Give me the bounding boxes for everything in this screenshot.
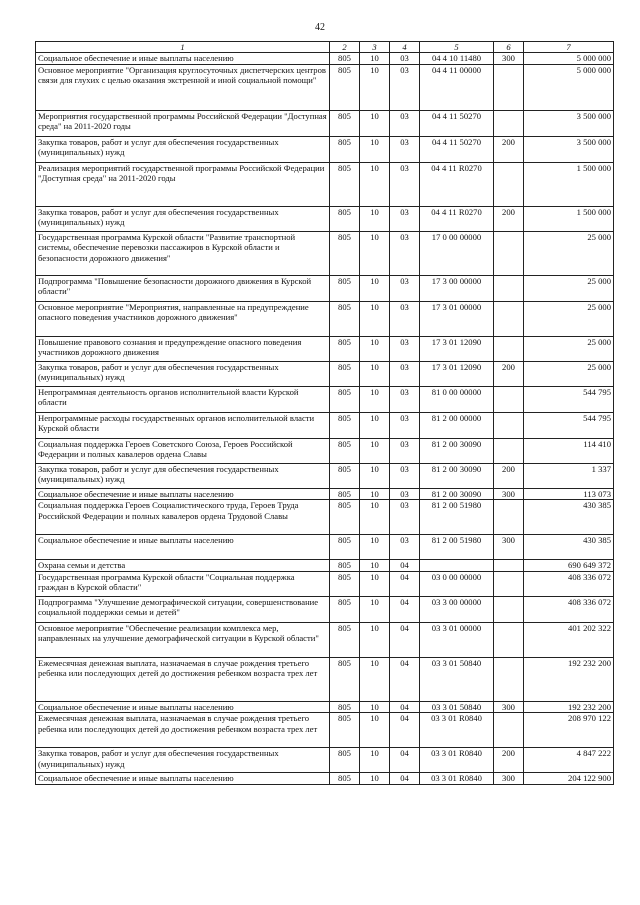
row-code-5: 81 2 00 51980 [420,500,494,535]
row-code-3: 10 [360,713,390,748]
row-code-2: 805 [330,386,360,412]
table-row [36,361,614,386]
row-name: Ежемесячная денежная выплата, назначаемая в случае рождения третьего ребенка или последующих детей до достижения ребенком возраста трех лет [36,657,330,701]
row-code-5: 81 0 00 00000 [420,386,494,412]
row-code-4: 03 [390,136,420,162]
row-code-2: 805 [330,206,360,231]
row-code-5: 81 2 00 30090 [420,438,494,463]
row-amount: 3 500 000 [524,136,614,162]
row-name: Основное мероприятие "Обеспечение реализации комплекса мер, направленных на улучшение демографической ситуации в Курской области" [36,622,330,657]
row-code-5: 03 3 01 R0840 [420,748,494,773]
row-code-5 [420,560,494,572]
row-name: Ежемесячная денежная выплата, назначаемая в случае рождения третьего ребенка или последующих детей до достижения ребенком возраста трех лет [36,713,330,748]
row-code-2: 805 [330,488,360,500]
row-amount: 5 000 000 [524,64,614,110]
row-code-6 [494,596,524,622]
row-name: Социальное обеспечение и иные выплаты населению [36,773,330,785]
page-number: 42 [315,22,325,33]
row-code-5: 17 3 01 12090 [420,361,494,386]
row-code-6 [494,336,524,361]
row-code-3: 10 [360,488,390,500]
row-name: Социальная поддержка Героев Советского Союза, Героев Российской Федерации и полных кавалеров ордена Славы [36,438,330,463]
row-amount: 1 500 000 [524,206,614,231]
row-code-3: 10 [360,206,390,231]
table-row [36,275,614,301]
table-row [36,560,614,572]
header-col-1: 1 [36,42,330,53]
row-name: Основное мероприятие "Организация круглосуточных диспетчерских центров связи для глухих с целью оказания экстренной и иной социальной помощи" [36,64,330,110]
row-amount: 25 000 [524,361,614,386]
row-code-2: 805 [330,162,360,206]
row-code-2: 805 [330,110,360,136]
row-code-4: 03 [390,231,420,275]
row-code-3: 10 [360,275,390,301]
table-row [36,701,614,713]
row-amount: 544 795 [524,412,614,438]
row-code-3: 10 [360,701,390,713]
table-row [36,596,614,622]
row-code-4: 03 [390,361,420,386]
row-code-3: 10 [360,231,390,275]
table-row [36,500,614,535]
row-code-4: 03 [390,535,420,560]
row-amount: 25 000 [524,275,614,301]
row-code-3: 10 [360,438,390,463]
row-code-4: 04 [390,657,420,701]
row-code-2: 805 [330,231,360,275]
row-code-6: 300 [494,535,524,560]
row-amount: 4 847 222 [524,748,614,773]
row-code-2: 805 [330,301,360,336]
row-code-2: 805 [330,535,360,560]
table-row [36,713,614,748]
row-amount: 408 336 072 [524,571,614,596]
row-code-5: 17 0 00 00000 [420,231,494,275]
row-name: Закупка товаров, работ и услуг для обеспечения государственных (муниципальных) нужд [36,206,330,231]
table-row [36,64,614,110]
row-code-4: 04 [390,713,420,748]
row-code-5: 04 4 11 50270 [420,110,494,136]
row-amount: 430 385 [524,500,614,535]
row-name: Закупка товаров, работ и услуг для обеспечения государственных (муниципальных) нужд [36,748,330,773]
row-code-2: 805 [330,500,360,535]
row-code-6: 200 [494,748,524,773]
row-name: Социальная поддержка Героев Социалистического труда, Героев Труда Российской Федерации и полных кавалеров ордена Трудовой Славы [36,500,330,535]
row-code-6: 200 [494,136,524,162]
row-name: Закупка товаров, работ и услуг для обеспечения государственных (муниципальных) нужд [36,361,330,386]
table-header [36,42,614,53]
row-code-3: 10 [360,53,390,65]
header-row [36,42,614,53]
table-row [36,571,614,596]
row-code-2: 805 [330,136,360,162]
row-code-6: 200 [494,361,524,386]
row-code-3: 10 [360,463,390,488]
row-code-3: 10 [360,535,390,560]
row-amount: 401 202 322 [524,622,614,657]
row-name: Социальное обеспечение и иные выплаты населению [36,53,330,65]
row-code-5: 03 3 01 50840 [420,657,494,701]
row-code-5: 04 4 11 50270 [420,136,494,162]
row-amount: 544 795 [524,386,614,412]
row-name: Охрана семьи и детства [36,560,330,572]
table-row [36,231,614,275]
row-code-3: 10 [360,110,390,136]
row-code-2: 805 [330,336,360,361]
row-code-6: 200 [494,463,524,488]
row-code-2: 805 [330,64,360,110]
row-code-6: 300 [494,701,524,713]
row-code-2: 805 [330,713,360,748]
row-code-6 [494,231,524,275]
row-code-4: 04 [390,622,420,657]
row-name: Основное мероприятие "Мероприятия, направленные на предупреждение опасного поведения участников дорожного движения" [36,301,330,336]
table-row [36,488,614,500]
row-code-5: 04 4 11 R0270 [420,162,494,206]
row-code-2: 805 [330,571,360,596]
table-row [36,463,614,488]
row-code-3: 10 [360,748,390,773]
row-code-4: 04 [390,571,420,596]
row-code-4: 04 [390,560,420,572]
row-code-5: 81 2 00 30090 [420,463,494,488]
row-code-6 [494,301,524,336]
row-code-2: 805 [330,773,360,785]
row-amount: 690 649 372 [524,560,614,572]
row-amount: 1 337 [524,463,614,488]
row-code-6: 300 [494,773,524,785]
row-code-6 [494,162,524,206]
row-code-5: 04 4 10 11480 [420,53,494,65]
row-code-6 [494,571,524,596]
row-code-5: 04 4 11 00000 [420,64,494,110]
table-row [36,206,614,231]
header-col-7: 7 [524,42,614,53]
row-code-6 [494,110,524,136]
row-name: Подпрограмма "Повышение безопасности дорожного движения в Курской области" [36,275,330,301]
row-code-6 [494,412,524,438]
row-code-5: 03 3 01 00000 [420,622,494,657]
row-code-5: 03 3 01 50840 [420,701,494,713]
header-col-4: 4 [390,42,420,53]
row-code-4: 03 [390,162,420,206]
row-name: Государственная программа Курской области "Социальная поддержка граждан в Курской области" [36,571,330,596]
row-code-2: 805 [330,657,360,701]
row-code-6 [494,438,524,463]
row-code-6 [494,713,524,748]
row-code-2: 805 [330,701,360,713]
row-code-4: 03 [390,301,420,336]
row-amount: 25 000 [524,336,614,361]
row-name: Мероприятия государственной программы Российской Федерации "Доступная среда" на 2011-2020 годы [36,110,330,136]
row-code-5: 03 3 01 R0840 [420,773,494,785]
row-code-6: 200 [494,206,524,231]
row-code-5: 17 3 01 12090 [420,336,494,361]
row-code-2: 805 [330,438,360,463]
table-row [36,535,614,560]
row-code-3: 10 [360,560,390,572]
table-row [36,438,614,463]
table-row [36,748,614,773]
row-code-3: 10 [360,500,390,535]
row-code-4: 03 [390,463,420,488]
row-amount: 25 000 [524,301,614,336]
row-code-4: 03 [390,53,420,65]
row-code-2: 805 [330,748,360,773]
budget-table [35,41,614,785]
row-name: Непрограммная деятельность органов исполнительной власти Курской области [36,386,330,412]
row-code-3: 10 [360,773,390,785]
row-code-5: 03 3 00 00000 [420,596,494,622]
table-row [36,162,614,206]
row-name: Социальное обеспечение и иные выплаты населению [36,488,330,500]
row-name: Непрограммные расходы государственных органов исполнительной власти Курской области [36,412,330,438]
row-code-2: 805 [330,275,360,301]
table-row [36,657,614,701]
row-code-4: 04 [390,773,420,785]
row-code-6 [494,386,524,412]
row-code-5: 81 2 00 30090 [420,488,494,500]
row-code-5: 04 4 11 R0270 [420,206,494,231]
row-code-2: 805 [330,412,360,438]
row-code-5: 81 2 00 00000 [420,412,494,438]
row-code-6: 300 [494,488,524,500]
row-code-6 [494,275,524,301]
row-amount: 208 970 122 [524,713,614,748]
row-code-5: 03 3 01 R0840 [420,713,494,748]
row-name: Закупка товаров, работ и услуг для обеспечения государственных (муниципальных) нужд [36,463,330,488]
row-code-4: 03 [390,64,420,110]
row-code-3: 10 [360,412,390,438]
row-code-3: 10 [360,657,390,701]
row-code-3: 10 [360,301,390,336]
row-code-4: 03 [390,438,420,463]
row-code-3: 10 [360,596,390,622]
row-code-6 [494,64,524,110]
table-row [36,53,614,65]
row-code-2: 805 [330,463,360,488]
row-amount: 1 500 000 [524,162,614,206]
row-code-4: 03 [390,488,420,500]
table-row [36,110,614,136]
row-code-6 [494,657,524,701]
row-code-3: 10 [360,336,390,361]
row-code-2: 805 [330,622,360,657]
row-amount: 192 232 200 [524,657,614,701]
row-name: Подпрограмма "Улучшение демографической ситуации, совершенствование социальной поддержки семьи и детей" [36,596,330,622]
row-name: Закупка товаров, работ и услуг для обеспечения государственных (муниципальных) нужд [36,136,330,162]
row-amount: 204 122 900 [524,773,614,785]
row-amount: 5 000 000 [524,53,614,65]
row-code-3: 10 [360,64,390,110]
row-code-3: 10 [360,162,390,206]
row-code-3: 10 [360,571,390,596]
row-code-4: 03 [390,275,420,301]
header-col-3: 3 [360,42,390,53]
row-code-5: 81 2 00 51980 [420,535,494,560]
row-code-6 [494,622,524,657]
row-code-6 [494,560,524,572]
row-amount: 25 000 [524,231,614,275]
row-code-4: 03 [390,206,420,231]
row-name: Реализация мероприятий государственной программы Российской Федерации "Доступная среда" на 2011-2020 годы [36,162,330,206]
row-code-6: 300 [494,53,524,65]
row-code-4: 04 [390,596,420,622]
row-code-4: 03 [390,386,420,412]
row-name: Социальное обеспечение и иные выплаты населению [36,535,330,560]
table-row [36,622,614,657]
row-code-4: 03 [390,336,420,361]
row-name: Социальное обеспечение и иные выплаты населению [36,701,330,713]
row-code-5: 17 3 01 00000 [420,301,494,336]
row-code-2: 805 [330,53,360,65]
table-row [36,136,614,162]
row-code-6 [494,500,524,535]
row-code-2: 805 [330,560,360,572]
row-amount: 430 385 [524,535,614,560]
table-row [36,336,614,361]
row-code-2: 805 [330,596,360,622]
row-code-5: 03 0 00 00000 [420,571,494,596]
row-code-4: 04 [390,748,420,773]
row-amount: 408 336 072 [524,596,614,622]
row-code-4: 03 [390,110,420,136]
row-code-3: 10 [360,622,390,657]
row-name: Повышение правового сознания и предупреждение опасного поведения участников дорожного движения [36,336,330,361]
row-name: Государственная программа Курской области "Развитие транспортной системы, обеспечение перевозки пассажиров в Курской области и безопасности дорожного движения" [36,231,330,275]
row-code-3: 10 [360,136,390,162]
table-row [36,773,614,785]
table-body [36,53,614,785]
row-code-3: 10 [360,361,390,386]
row-code-4: 03 [390,412,420,438]
row-amount: 192 232 200 [524,701,614,713]
row-amount: 114 410 [524,438,614,463]
row-amount: 3 500 000 [524,110,614,136]
row-code-3: 10 [360,386,390,412]
row-code-5: 17 3 00 00000 [420,275,494,301]
header-col-2: 2 [330,42,360,53]
row-code-4: 04 [390,701,420,713]
table-row [36,412,614,438]
row-amount: 113 073 [524,488,614,500]
header-col-5: 5 [420,42,494,53]
table-row [36,386,614,412]
header-col-6: 6 [494,42,524,53]
row-code-4: 03 [390,500,420,535]
row-code-2: 805 [330,361,360,386]
table-row [36,301,614,336]
